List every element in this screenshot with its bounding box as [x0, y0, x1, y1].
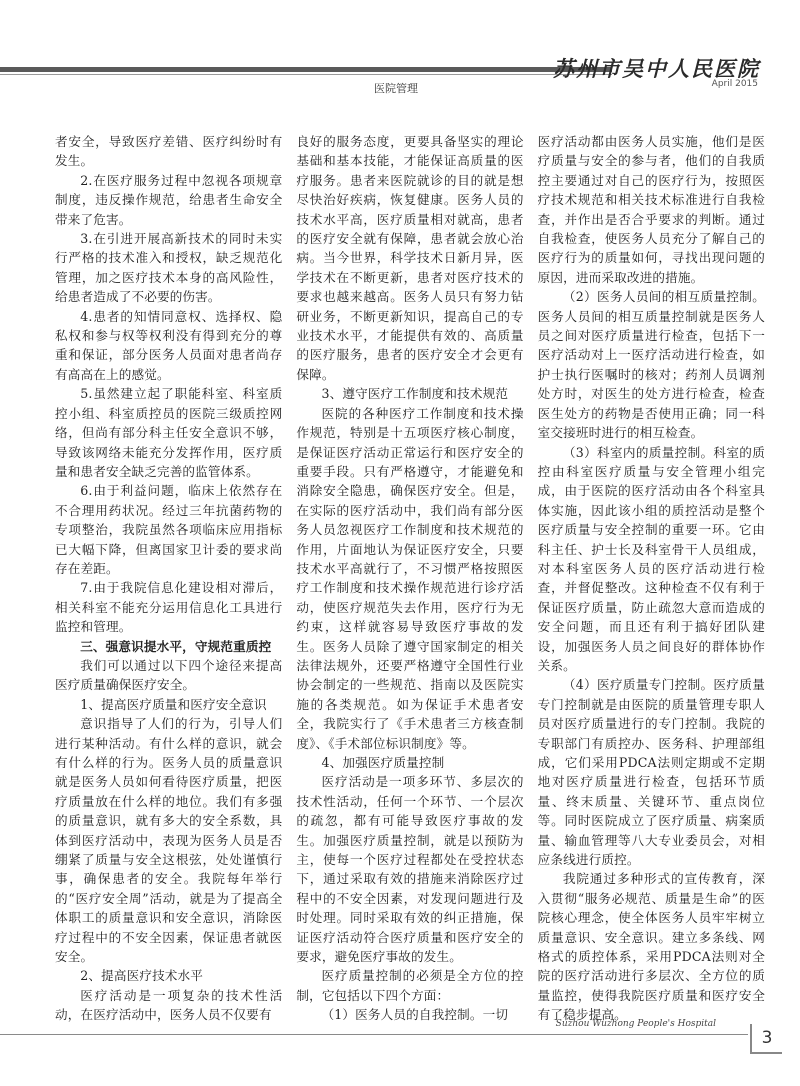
footer-rule: [0, 1034, 748, 1035]
paragraph: 医疗活动都由医务人员实施，他们是医疗质量与安全的参与者，他们的自我质控主要通过对自己的医疗行为，按照医疗技术规范和相关技术标准进行自我检查，并作出是否合乎要求的判断。通过自我检查，使医务人员充分了解自己的医疗行为的质量如何，寻找出现问题的原因，进而采取改进的措施。: [537, 134, 765, 285]
article-body: [55, 132, 765, 1024]
paragraph: 医疗质量控制的必须是全方位的控制，它包括以下四个方面：: [296, 968, 524, 1003]
section-heading: 三、强意识提水平，守规范重质控: [80, 638, 272, 654]
paragraph: 4.患者的知情同意权、选择权、隐私权和参与权等权利没有得到充分的尊重和保证，部分医务人员面对患者尚存有高高在上的感觉。: [55, 308, 283, 382]
section-label: 医院管理: [374, 82, 418, 95]
hospital-name-logo: 苏州市吴中人民医院: [553, 56, 760, 81]
issue-date: April 2015: [711, 79, 758, 89]
text-column-1: [55, 132, 282, 1024]
header-rule: [0, 67, 612, 72]
paragraph: 者安全，导致医疗差错、医疗纠纷时有发生。: [55, 134, 283, 169]
paragraph: 我院通过多种形式的宣传教育，深入贯彻“服务必规范、质量是生命”的医院核心理念，使全体医务人员牢牢树立质量意识、安全意识。建立多条线、网格式的质控体系，采用PDCA法则对全院的医疗活动进行多层次、全方位的质量监控，使得我院医疗质量和医疗安全有了稳步提高。: [537, 871, 765, 1023]
paragraph: （4）医疗质量专门控制。医疗质量专门控制就是由医院的质量管理专职人员对医疗质量进行的专门控制。我院的专职部门有质控办、医务科、护理部组成，它们采用PDCA法则定期或不定期地对医疗质量进行检查，包括环节质量、终末质量、关键环节、重点岗位等。同时医院成立了医疗质量、病案质量、输血管理等八大专业委员会，对相应条线进行质控。: [537, 677, 765, 868]
paragraph: 医院的各种医疗工作制度和技术操作规范，特别是十五项医疗核心制度，是保证医疗活动正常运行和医疗安全的重要手段。只有严格遵守，才能避免和消除安全隐患，确保医疗安全。但是，在实际的医疗活动中，我们尚有部分医务人员忽视医疗工作制度和技术规范的作用，片面地认为保证医疗安全，只要技术水平高就行了，不习惯严格按照医疗工作制度和技术操作规范进行诊疗活动，使医疗规范失去作用，医疗行为无约束，这样就容易导致医疗事故的发生。医务人员除了遵守国家制定的相关法律法规外，还要严格遵守全国性行业协会制定的一些规范、指南以及医院实施的各类规范。如为保证手术患者安全，我院实行了《手术患者三方核查制度》、《手术部位标识制度》等。: [296, 405, 524, 751]
paragraph: 医疗活动是一项多环节、多层次的技术性活动，任何一个环节、一个层次的疏忽，都有可能导致医疗事故的发生。加强医疗质量控制，就是以预防为主，使每一个医疗过程都处在受控状态下，通过采取有效的措施来消除医疗过程中的不安全因素，对发现问题进行及时处理。同时采取有效的纠正措施，保证医疗活动符合医疗质量和医疗安全的要求，避免医疗事故的发生。: [296, 774, 524, 965]
paragraph: （1）医务人员的自我控制。一切: [321, 1007, 509, 1023]
paragraph: 我们可以通过以下四个途径来提高医疗质量确保医疗安全。: [55, 657, 283, 693]
paragraph: 3、遵守医疗工作制度和技术规范: [321, 386, 509, 402]
paragraph: 良好的服务态度，更要具备坚实的理论基础和基本技能，才能保证高质量的医疗服务。患者来医院就诊的目的就是想尽快治好疾病，恢复健康。医务人员的技术水平高，医疗质量相对就高，患者的医疗安全就有保障，患者就会放心治病。当今世界，科学技术日新月异，医学技术在不断更新，患者对医疗技术的要求也越来越高。医务人员只有努力钻研业务，不断更新知识，提高自己的专业技术水平，才能提供有效的、高质量的医疗服务，患者的医疗安全才会更有保障。: [296, 134, 524, 382]
paragraph: 5.虽然建立起了职能科室、科室质控小组、科室质控员的医院三级质控网络，但尚有部分科主任安全意识不够，导致该网络未能充分发挥作用，医疗质量和患者安全缺乏完善的监管体系。: [55, 386, 283, 479]
text-column-2: [296, 132, 523, 1024]
paragraph: 6.由于利益问题，临床上依然存在不合理用药状况。经过三年抗菌药物的专项整治，我院虽然各项临床应用指标已大幅下降，但离国家卫计委的要求尚存在差距。: [55, 483, 283, 576]
paragraph: （3）科室内的质量控制。科室的质控由科室医疗质量与安全管理小组完成，由于医院的医疗活动由各个科室具体实施，因此该小组的质控活动是整个医疗质量与安全控制的重要一环。它由科主任、护士长及科室骨干人员组成，对本科室医务人员的医疗活动进行检查，并督促整改。这种检查不仅有利于保证医疗质量，防止疏忽大意而造成的安全问题，而且还有利于搞好团队建设，加强医务人员之间良好的群体协作关系。: [537, 444, 765, 673]
text-column-3: [538, 132, 765, 1024]
paragraph: 2、提高医疗技术水平: [80, 968, 204, 984]
footer-hospital-name: Suzhou Wuzhong People's Hospital: [555, 1019, 716, 1029]
paragraph: 1、提高医疗质量和医疗安全意识: [80, 696, 267, 712]
paragraph: 4、加强医疗质量控制: [321, 755, 445, 770]
paragraph: 意识指导了人们的行为，引导人们进行某种活动。有什么样的意识，就会有什么样的行为。医务人员的质量意识就是医务人员如何看待医疗质量，把医疗质量放在什么样的地位。我们有多强的质量意识，就有多大的安全系数，具体到医疗活动中，表现为医务人员是否绷紧了质量与安全这根弦，处处谨慎行事，确保患者的安全。我院每年举行的“医疗安全周”活动，就是为了提高全体职工的质量意识和安全意识，消除医疗过程中的不安全因素，保证患者就医安全。: [55, 716, 283, 965]
paragraph: 3.在引进开展高新技术的同时未实行严格的技术准入和授权，缺乏规范化管理，加之医疗技术本身的高风险性，给患者造成了不必要的伤害。: [55, 231, 283, 305]
header-rule-thin: [0, 74, 612, 75]
paragraph: （2）医务人员间的相互质量控制。医务人员间的相互质量控制就是医务人员之间对医疗质量进行检查，包括下一医疗活动对上一医疗活动进行检查，如护士执行医嘱时的核对；药剂人员调剂处方时，对医生的处方进行检查，检查医生处方的药物是否使用正确；同一科室交接班时进行的相互检查。: [537, 289, 765, 441]
paragraph: 2.在医疗服务过程中忽视各项规章制度，违反操作规范，给患者生命安全带来了危害。: [55, 172, 283, 227]
paragraph: 医疗活动是一项复杂的技术性活动，在医疗活动中，医务人员不仅要有: [55, 987, 283, 1023]
paragraph: 7.由于我院信息化建设相对滞后，相关科室不能充分运用信息化工具进行监控和管理。: [55, 580, 283, 635]
page-number: 3: [750, 1024, 782, 1054]
